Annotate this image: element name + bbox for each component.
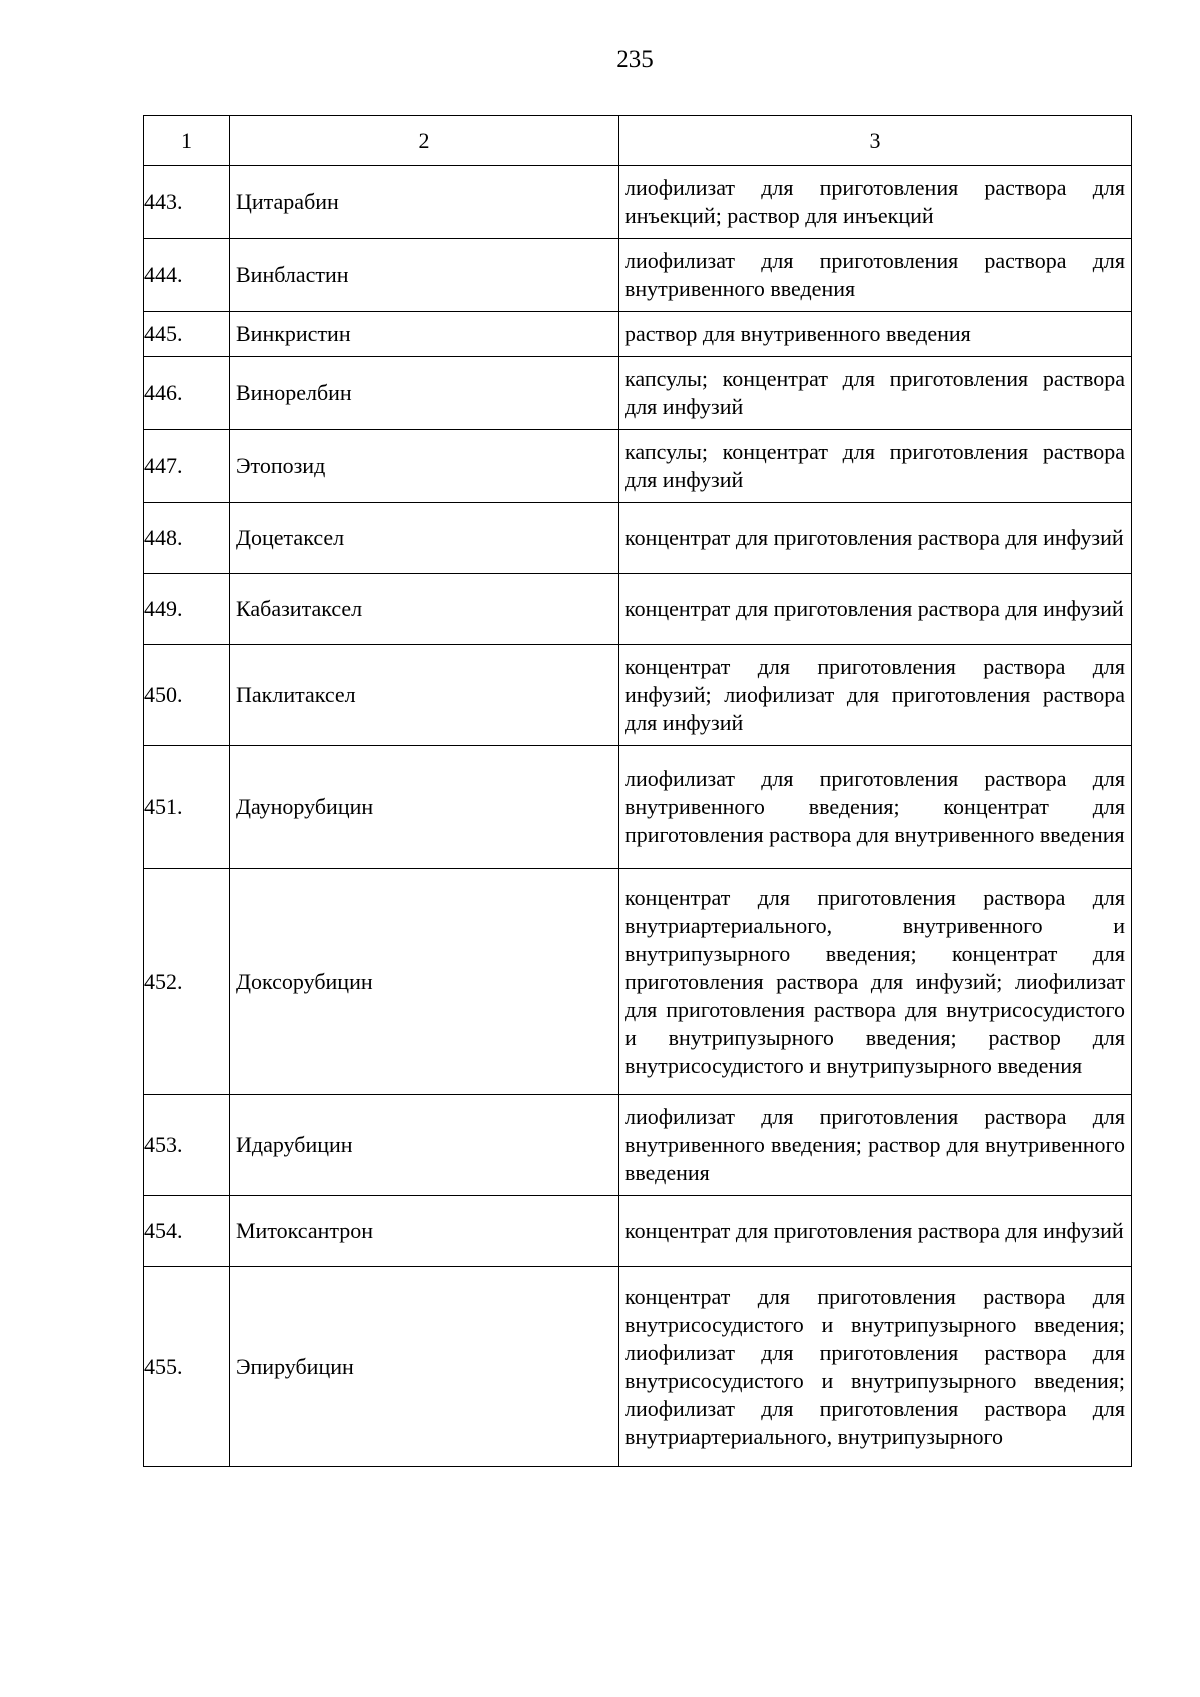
drug-name: Митоксантрон bbox=[230, 1196, 619, 1267]
dosage-form: концентрат для приготовления раствора для инфузий; лиофилизат для приготовления раствора для инфузий bbox=[619, 645, 1132, 746]
dosage-form: лиофилизат для приготовления раствора для внутривенного введения; концентрат для приготовления раствора для внутривенного введения bbox=[619, 746, 1132, 869]
page-number: 235 bbox=[616, 46, 654, 73]
column-header-name: 2 bbox=[230, 116, 619, 166]
dosage-form: концентрат для приготовления раствора для внутриартериального, внутривенного и внутрипузырного введения; концентрат для приготовления раствора для инфузий; лиофилизат для приготовления раствора для внутрисосудистого и внутрипузырного введения; раствор для внутрисосудистого и внутрипузырного введения bbox=[619, 869, 1132, 1095]
dosage-form: концентрат для приготовления раствора для инфузий bbox=[619, 1196, 1132, 1267]
row-number: 451. bbox=[144, 746, 230, 869]
dosage-form: концентрат для приготовления раствора для инфузий bbox=[619, 503, 1132, 574]
table-row bbox=[144, 166, 1132, 239]
drug-name: Винбластин bbox=[230, 239, 619, 312]
drug-name: Винорелбин bbox=[230, 357, 619, 430]
drug-name: Кабазитаксел bbox=[230, 574, 619, 645]
table-row bbox=[144, 1267, 1132, 1467]
row-number: 450. bbox=[144, 645, 230, 746]
dosage-form: концентрат для приготовления раствора для внутрисосудистого и внутрипузырного введения; лиофилизат для приготовления раствора для внутрисосудистого и внутрипузырного введения; лиофилизат для приготовления раствора для внутриартериального, внутрипузырного bbox=[619, 1267, 1132, 1467]
row-number: 444. bbox=[144, 239, 230, 312]
drug-name: Эпирубицин bbox=[230, 1267, 619, 1467]
drug-name: Паклитаксел bbox=[230, 645, 619, 746]
dosage-form: лиофилизат для приготовления раствора для внутривенного введения; раствор для внутривенного введения bbox=[619, 1095, 1132, 1196]
dosage-form: лиофилизат для приготовления раствора для инъекций; раствор для инъекций bbox=[619, 166, 1132, 239]
row-number: 447. bbox=[144, 430, 230, 503]
row-number: 445. bbox=[144, 312, 230, 357]
table-row bbox=[144, 1095, 1132, 1196]
dosage-form: лиофилизат для приготовления раствора для внутривенного введения bbox=[619, 239, 1132, 312]
table-row bbox=[144, 869, 1132, 1095]
table-row bbox=[144, 312, 1132, 357]
row-number: 443. bbox=[144, 166, 230, 239]
drug-name: Доцетаксел bbox=[230, 503, 619, 574]
column-header-number: 1 bbox=[144, 116, 230, 166]
table-row bbox=[144, 357, 1132, 430]
table-row bbox=[144, 574, 1132, 645]
drug-name: Цитарабин bbox=[230, 166, 619, 239]
dosage-form: капсулы; концентрат для приготовления раствора для инфузий bbox=[619, 430, 1132, 503]
row-number: 454. bbox=[144, 1196, 230, 1267]
table-row bbox=[144, 503, 1132, 574]
dosage-form: концентрат для приготовления раствора для инфузий bbox=[619, 574, 1132, 645]
table-row bbox=[144, 239, 1132, 312]
table-row bbox=[144, 1196, 1132, 1267]
table-row bbox=[144, 746, 1132, 869]
drug-name: Идарубицин bbox=[230, 1095, 619, 1196]
table-header-row bbox=[144, 116, 1132, 166]
row-number: 453. bbox=[144, 1095, 230, 1196]
row-number: 455. bbox=[144, 1267, 230, 1467]
dosage-form: раствор для внутривенного введения bbox=[619, 312, 1132, 357]
table-row bbox=[144, 430, 1132, 503]
drug-name: Этопозид bbox=[230, 430, 619, 503]
drug-table bbox=[143, 115, 1132, 1467]
drug-name: Даунорубицин bbox=[230, 746, 619, 869]
row-number: 448. bbox=[144, 503, 230, 574]
row-number: 449. bbox=[144, 574, 230, 645]
row-number: 446. bbox=[144, 357, 230, 430]
row-number: 452. bbox=[144, 869, 230, 1095]
drug-name: Доксорубицин bbox=[230, 869, 619, 1095]
drug-name: Винкристин bbox=[230, 312, 619, 357]
column-header-form: 3 bbox=[619, 116, 1132, 166]
dosage-form: капсулы; концентрат для приготовления раствора для инфузий bbox=[619, 357, 1132, 430]
table-row bbox=[144, 645, 1132, 746]
